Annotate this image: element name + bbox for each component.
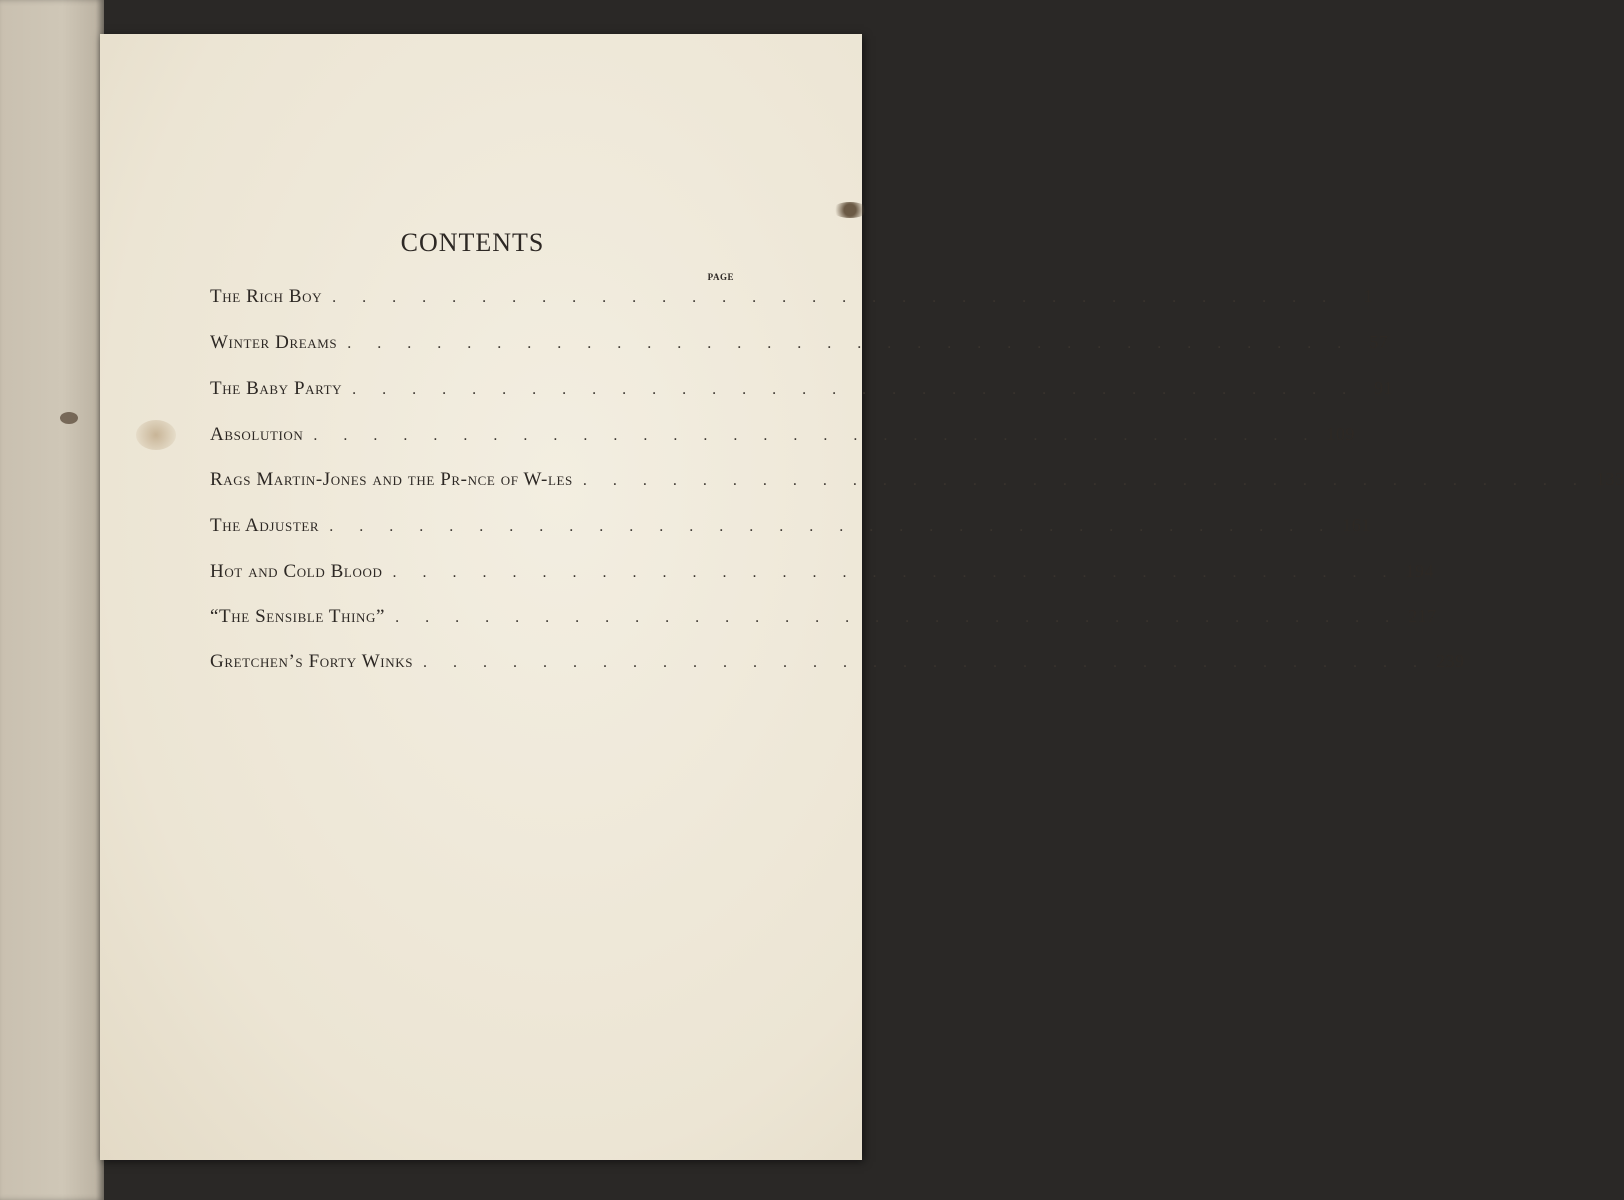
toc-entry-page: 194 xyxy=(1405,561,1434,581)
contents-page xyxy=(100,34,1624,1160)
toc-entry-title: The Adjuster xyxy=(210,515,320,536)
toc-entry-page: 1 xyxy=(1363,286,1374,306)
toc-entry xyxy=(210,515,1371,541)
toc-entry xyxy=(210,469,1624,495)
toc-entry-title: Winter Dreams xyxy=(210,332,338,353)
toc-entry xyxy=(210,651,1465,677)
toc-entry-title: The Rich Boy xyxy=(210,286,323,307)
toc-dot-leader: . . . . . . . . . . . . . . . . . . . . . . . . . . . . . . . . . . xyxy=(395,609,1401,626)
toc-entry-page: 217 xyxy=(1408,606,1437,626)
toc-entry xyxy=(210,561,1434,587)
toc-dot-leader: . . . . . . . . . . . . . . . . . . . . . . . . . . . . . . . . . . xyxy=(332,289,1338,306)
contents-heading: CONTENTS xyxy=(400,228,545,257)
page-column-header: PAGE xyxy=(707,272,734,282)
toc-entry-title: Rags Martin-Jones and the Pr-nce of W-les xyxy=(210,469,573,490)
toc-entry xyxy=(210,606,1437,632)
toc-entry-title: The Baby Party xyxy=(210,378,343,399)
toc-entry-page: 133 xyxy=(1595,469,1624,489)
toc-entry xyxy=(210,424,1355,450)
page-stain xyxy=(136,420,176,450)
toc-dot-leader: . . . . . . . . . . . . . . . . . . . . . . . . . . . . . . . . . . xyxy=(352,381,1358,398)
toc-entry-title: Gretchen’s Forty Winks xyxy=(210,651,414,672)
toc-entry-page: 239 xyxy=(1436,651,1465,671)
toc-entry xyxy=(210,332,1389,358)
toc-dot-leader: . . . . . . . . . . . . . . . . . . . . . . . . . . . . . . . . . . xyxy=(582,472,1588,489)
toc-entry-page: 91 xyxy=(1374,378,1394,398)
toc-entry-title: Hot and Cold Blood xyxy=(210,561,383,582)
toc-entry-page: 109 xyxy=(1326,424,1355,444)
toc-dot-leader: . . . . . . . . . . . . . . . . . . . . . . . . . . . . . . . . . . xyxy=(329,518,1335,535)
page-edge-stain xyxy=(832,202,868,218)
toc-entry-title: Absolution xyxy=(210,424,304,445)
toc-entry xyxy=(210,378,1394,404)
leaf-stain xyxy=(60,412,78,424)
toc-dot-leader: . . . . . . . . . . . . . . . . . . . . . . . . . . . . . . . . . . xyxy=(347,335,1353,352)
toc-dot-leader: . . . . . . . . . . . . . . . . . . . . . . . . . . . . . . . . . . xyxy=(392,564,1398,581)
toc-entry xyxy=(210,286,1374,312)
toc-entry-title: “The Sensible Thing” xyxy=(210,606,386,627)
toc-entry-page: 161 xyxy=(1342,515,1371,535)
toc-dot-leader: . . . . . . . . . . . . . . . . . . . . . . . . . . . . . . . . . . xyxy=(423,654,1429,671)
toc-entry-page: 57 xyxy=(1369,332,1389,352)
toc-dot-leader: . . . . . . . . . . . . . . . . . . . . . . . . . . . . . . . . . . xyxy=(313,427,1319,444)
left-book-leaf xyxy=(0,0,104,1200)
